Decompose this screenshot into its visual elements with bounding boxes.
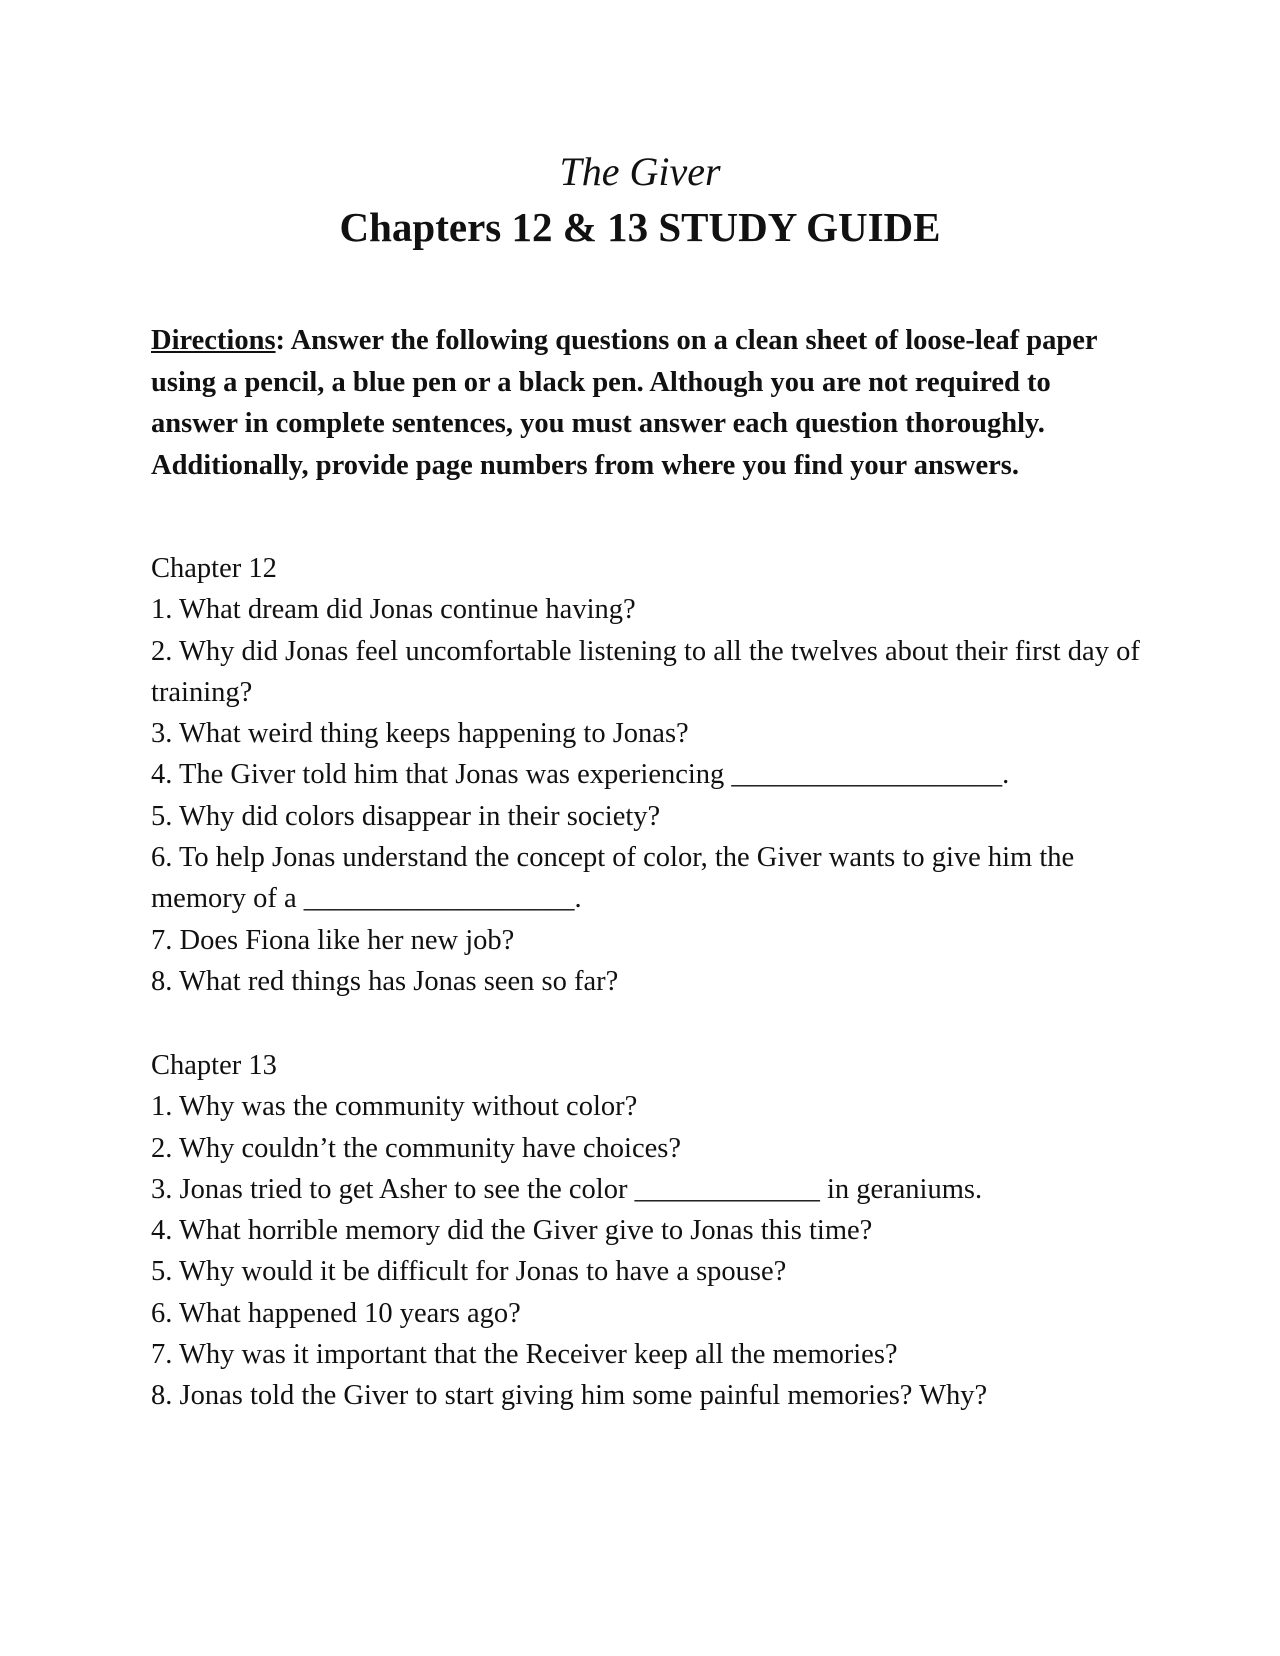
chapter-13-heading: Chapter 13 [151, 1050, 277, 1081]
question-item: 2. Why couldn’t the community have choices? [151, 1132, 682, 1164]
question-item: 5. Why did colors disappear in their society? [151, 800, 661, 832]
directions-text: Answer the following questions on a clean sheet of loose-leaf paper using a pencil, a blue pen or a black pen. Although you are not required to answer in complete sentences, you must answer each question thoroughly. Additionally, provide page numbers from where you find your answers. [151, 325, 1098, 481]
question-item: 1. What dream did Jonas continue having? [151, 594, 636, 626]
chapter-12-section [151, 548, 1151, 1002]
question-item: 2. Why did Jonas feel uncomfortable listening to all the twelves about their first day of training? [151, 635, 1140, 708]
question-item: 7. Does Fiona like her new job? [151, 924, 515, 956]
question-item: 8. Jonas told the Giver to start giving him some painful memories? Why? [151, 1380, 988, 1412]
chapter-13-section [151, 1045, 1151, 1417]
question-item: 4. What horrible memory did the Giver give to Jonas this time? [151, 1215, 873, 1247]
directions-colon: : [275, 325, 286, 356]
directions-paragraph [151, 320, 1136, 486]
study-guide-heading: Chapters 12 & 13 STUDY GUIDE [339, 204, 941, 250]
question-item: 6. To help Jonas understand the concept of color, the Giver wants to give him the memory of a ___________________. [151, 842, 1075, 915]
question-item: 8. What red things has Jonas seen so far? [151, 965, 619, 997]
question-item: 6. What happened 10 years ago? [151, 1297, 521, 1329]
book-title: The Giver [559, 149, 721, 194]
question-item: 1. Why was the community without color? [151, 1091, 638, 1123]
question-item: 4. The Giver told him that Jonas was experiencing ___________________. [151, 759, 1010, 791]
directions-label: Directions [151, 325, 276, 356]
chapter-12-heading: Chapter 12 [151, 553, 277, 584]
question-item: 7. Why was it important that the Receiver keep all the memories? [151, 1339, 898, 1371]
question-item: 3. What weird thing keeps happening to Jonas? [151, 718, 689, 750]
question-item: 3. Jonas tried to get Asher to see the color _____________ in geraniums. [151, 1173, 983, 1205]
question-item: 5. Why would it be difficult for Jonas to have a spouse? [151, 1256, 787, 1288]
